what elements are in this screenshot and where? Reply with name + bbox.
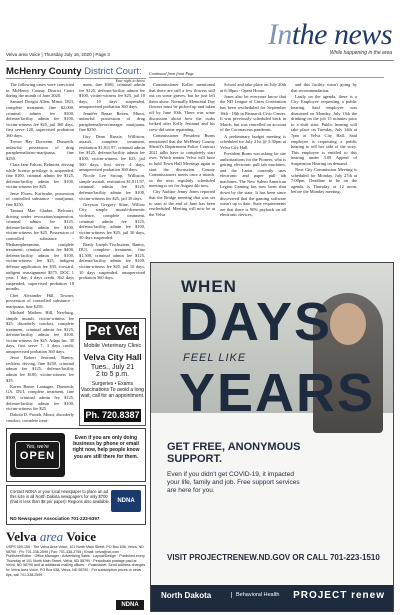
- headline-accent: District Court:: [84, 66, 142, 77]
- paragraph: Clara Jane Falcon, Belmont, driving while license privilege is suspended, fine $100, criminal admin fee $125, defense/facility admin fee $100, victim-witness fee $25.: [6, 162, 74, 190]
- paragraph: Chet Alexander Hill, Towner, possession of controlled substance - marijuana, fine $250.: [6, 292, 74, 309]
- paragraph: Karen Renee Lantagne, Dunseith, GA, DUI, complete treatment, fine $500, criminal admin fee $125, defense/facility admin fee $100, victim-witness fee $25.: [6, 383, 74, 412]
- paragraph: Tamara Mae Gladue, Belcourt, driving under revocation/suspension, criminal admin fee $125, defense/facility admin fee $100, victim-witness fee $25. Possession of controlled substance - Methamphetamine, complete treatment, criminal admin fee $400, defense/facility admin fee $100, victim-witness fee $25, indigent defense application fee $35, forward, indigent reassignment $575. DOC 1 year, 1 day, 4 days credit, 362 days suspended, supervised probation 18 months.: [6, 208, 74, 292]
- contact-ad-footer: ND Newspaper Association 701-223-6397: [10, 516, 100, 521]
- masthead-ndna-logo: NDNA: [116, 600, 144, 610]
- north-dakota-logo: North Dakota: [161, 591, 212, 600]
- ad-person-face: [330, 303, 366, 345]
- masthead: [6, 530, 146, 612]
- paragraph: Commissioner Keller mentioned that there are still a few flowers still out on some graves, but he just left them alone. Normally Memorial Day flowers must be picked up and taken off by June 10th. There was some discussion about how the curbs looked after Kelly Jestrand and his crew did some repainting.: [149, 82, 215, 132]
- project-renew-ad: [150, 262, 394, 612]
- header-divider: [6, 60, 394, 61]
- open-sign-word: OPEN: [19, 450, 56, 462]
- paragraph: President Burns was asking for site authorizations for the Pioneer, who is getting electronic pull tab machines, and the Lariat currently uses electronic and paper pull tab machines. The New Salem American Legion Gaming has now been shut down by the state. It has been since discovered that the gaming software wasn't up to date. State requirements are that there is 90% payback on all electronic devices,: [220, 150, 286, 218]
- pet-vet-phone: Ph. 720.8387: [85, 410, 140, 420]
- publication-dateline: Velva area Voice | Thursday July 16, 2020 | Page 3: [6, 52, 110, 57]
- behavioral-health-label: Behavioral Health: [231, 592, 279, 598]
- pet-vet-location: Velva City Hall: [83, 352, 142, 362]
- paragraph: Jesse Flores, Karlsruhe, possession of controlled substance - marijuana, fine $250.: [6, 190, 74, 207]
- paragraph: Jennifer Renae Reiten, Minot, unlawful possession of drug paraphernalia-no/meager marijuana, fine $250.: [79, 110, 145, 133]
- pet-vet-time: 2 to 5 p.m.: [95, 371, 130, 378]
- paragraph: Dakota D. Pronth, Minot, disorderly conduct, complete treat-: [6, 412, 74, 422]
- continued-divider: [149, 77, 384, 78]
- paragraph: A preliminary budget meeting is scheduled for July 21st @ 5:30pm at Velva City Hall.: [220, 133, 286, 150]
- article-column-3: [149, 82, 215, 257]
- masthead-info: USPS 009-156 · The Velva Area Voice, 101 North Main Street, PO Box 638, Velva, ND 58790 · Ph: 701-338-2599 | Fax: 701-338-2755 | Email: velva@srt.com · Publisher/Editor · Office Manager · Advertising Sales · Layout/Design · Published every Thursday at 101 North Main Street, Velva, ND 58790 · Periodicals postage paid at Velva, ND 58790 and at additional mailing offices. · Postmaster: Send address changes to: Velva Area Voice, PO Box 638, Velva, ND 58790 · For subscription prices or news tips, call 701-338-2599: [6, 545, 146, 577]
- section-tagline: While happening in the area: [329, 50, 392, 56]
- ad-when-text: WHEN: [181, 277, 237, 296]
- section-title: [268, 18, 392, 52]
- open-sign-top: Yes, we're: [26, 444, 49, 450]
- open-ad-text: Even if you are only doing business by phone or email right now, help people know you are still there for them.: [72, 435, 140, 460]
- masthead-title-voice: Voice: [63, 529, 97, 544]
- pet-vet-logo: Pet Vet: [87, 322, 138, 339]
- article-column-5: [291, 82, 357, 257]
- paragraph: Trevor Ray Dorwenn, Dunseith, unlawful possession of drug paraphernalia/no-marijuana, fine $250.: [6, 139, 74, 161]
- open-business-ad: [6, 428, 146, 482]
- continued-from-label: Continued from front Page: [149, 71, 194, 76]
- paragraph: Guy Dean Russie, Williston, assault, complete treatment, restitution $1,811.97, criminal admin fee $125, defense/facility admin fee $100, victim-witness fee $25, jail 360 days, first serve 4 days, unsupervised probation 360 days.: [79, 133, 145, 173]
- paragraph: ment, fine $300, criminal admin fee $125, defense/facility admin fee $100, victim-witness fee $25, jail 10 days, 10 days suspended, unsupervised probation 360 days.: [79, 82, 145, 110]
- ad-cta-body: Even if you didn't get COVID-19, it impacted your life, family and job. Free support services are here for you.: [167, 471, 300, 494]
- paragraph: Greyson Gregory Stine, Willow City, simple assault-domestic violence, complete treatment, criminal admin fee $125, defense/facility admin fee $100, victim-witness fee $25, jail 30 days, 30 days suspended.: [79, 201, 145, 241]
- contact-ad-text: Contact NDNA or your local newspaper to place an ad this size in all North Dakota newspapers for only $700 (that is less than $8 per paper)! Regions also available.: [10, 489, 110, 504]
- paragraph: Nicole Lee Stroup, Williston, simple assault, restitution $1,811.97, criminal admin fee $125, defense/facility admin fee $100, victim-witness fee $25, jail 30 days.: [79, 173, 145, 201]
- headline-main: McHenry County: [6, 66, 85, 77]
- paragraph: Jones also let everyone know that the ND League of Cities Convention has been rescheduled for September 16th - 18th in Bismarck Civic Center. It was previously scheduled back in March, but was cancelled on account of the Coronavirus pandemic.: [220, 93, 286, 133]
- section-title-in: In: [267, 18, 292, 51]
- paragraph: School and take place on July 20th at 6:30pm - Opera House.: [220, 82, 286, 93]
- ad-cta-heading: GET FREE, ANONYMOUS SUPPORT.: [167, 441, 301, 465]
- section-title-rest: the news: [291, 18, 392, 51]
- right-to-know-label: Your right to know: [115, 78, 145, 83]
- paragraph: Jesse Robert Jestrand, Bantry, reckless driving, fine $250, criminal admin fee $125, defense/facility admin fee $100, victim-witness fee $25.: [6, 355, 74, 383]
- pet-vet-subtitle: Mobile Veterinary Clinic: [83, 343, 142, 349]
- masthead-title-velva: Velva: [6, 529, 40, 544]
- page-header: [0, 0, 400, 62]
- article-column-2: [79, 82, 145, 317]
- pet-vet-ad: [79, 318, 146, 426]
- ad-footer-bar: [151, 585, 394, 612]
- paragraph: The following cases were convicted in McHenry County District Court during the month of June 2020.: [6, 82, 74, 99]
- ndna-logo: NDNA: [111, 490, 141, 512]
- paragraph: and this facility wasn't going by that recommendation.: [291, 82, 357, 93]
- paragraph: City Auditor Jenny Jones reported that the Bridge meeting that was set to start at the end of June has been rescheduled. Meeting will now be at the Velva: [149, 189, 215, 217]
- masthead-title-area: area: [39, 529, 64, 544]
- pet-vet-date: Tues., July 21: [90, 364, 135, 371]
- paragraph: Commissioner President Burns mentioned that the McHenry County Sheriff's Department Police Contract 2021 talks have to completely start over. Which means Velva will have to hold Town Hall Meetings again to start the discussion. County Commissioners meets once a month, so the next regularly scheduled meeting is set for August 4th now.: [149, 132, 215, 189]
- ad-feel-text: FEEL LIKE: [183, 352, 247, 364]
- paragraph: Samuel Dwight Allen, Minot, DUI, complete treatment, fine $2,000, criminal admin fee $300, defense/facility admin fee $100, victim-witness fee $25, jail 360 days, first serve 120, supervised probation 360 days.: [6, 99, 74, 138]
- project-renew-logo: PROJECT renew: [293, 590, 385, 601]
- paragraph: Lastly on the agenda, there is a City Employee requesting a public hearing. Said employee was dismissed on Monday, July 13th the drinking on the job 15 minutes prior to a shift start. Public hearing will take place on Tuesday, July 14th at 7pm at Velva City Hall. Said employee is requesting a public hearing to tell her side of the story. This employee is entitled to this hearing under 3.09 Appeal of Suspension Hearing on demand.: [291, 93, 357, 166]
- open-sign-frame: [15, 441, 60, 469]
- ad-cta-block: [167, 441, 307, 495]
- paragraph: Michael Mathew Hill, Newburg, simple assault, victim-witness fee $25, disorderly conduct, complete treatment, criminal admin fee $125, defense/facility admin fee $100, victim-witness fee $25. Adapt Inc. 30 days, first serve 7, 3 days credit, unsupervised probation 360 days.: [6, 309, 74, 355]
- paragraph: Brady Joseph Tischsziem, Bantry, DUI, complete treatment, fine $1,500, criminal admin fee $125, defense/facility admin fee $100, victim-witness fee $25, jail 10 days, 10 days suspended, unsupervised probation 360 days.: [79, 241, 145, 281]
- article-column-1: [6, 82, 74, 422]
- open-sign-icon: [10, 433, 65, 477]
- ad-days-text: DAYS: [179, 292, 333, 352]
- ad-visit-text: VISIT PROJECTRENEW.ND.GOV OR CALL 701-223-1510: [167, 553, 380, 562]
- ad-years-text: YEARS: [179, 363, 376, 423]
- masthead-title: [6, 530, 146, 543]
- paragraph: Next City Commission Meeting is scheduled for Monday, July 27th at 7:00pm. Deadline to be on the agenda is Thursday at 12 noon, before the Monday meeting.: [291, 167, 357, 195]
- article-column-4: [220, 82, 286, 257]
- article-headline: [6, 66, 142, 77]
- ndna-contact-ad: [6, 485, 146, 525]
- pet-vet-services: Surgeries • Exams Vaccinations To avoid a long wait, call for an appointment.: [80, 381, 145, 399]
